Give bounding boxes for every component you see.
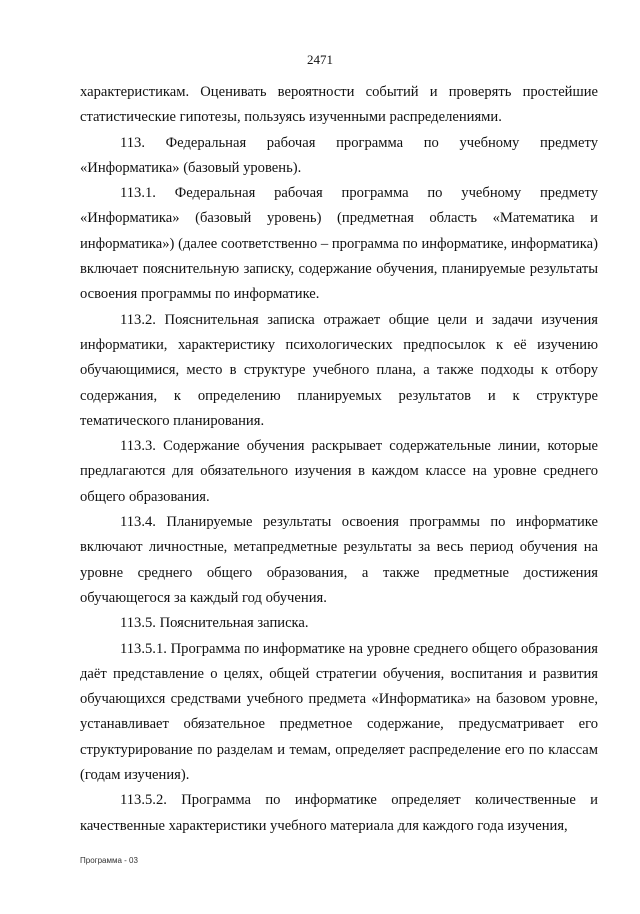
paragraph-113-4: 113.4. Планируемые результаты освоения программы по информатике включают личностные, метапредметные результаты за весь период обучения на уровне среднего общего образования, а также предметные достижения обучающегося за каждый год обучения. [80,514,598,606]
document-body [80,80,598,839]
page-number: 2471 [307,52,333,67]
paragraph-113-5: 113.5. Пояснительная записка. [120,615,309,632]
paragraph-113-3: 113.3. Содержание обучения раскрывает содержательные линии, которые предлагаются для обязательного изучения в каждом классе на уровне среднего общего образования. [80,438,598,505]
paragraph-113-5-1: 113.5.1. Программа по информатике на уровне среднего общего образования даёт представление о целях, общей стратегии обучения, воспитания и развития обучающихся средствами учебного предмета «Информатика» на базовом уровне, устанавливает обязательное предметное содержание, предусматривает его структурирование по разделам и темам, определяет распределение его по классам (годам изучения). [80,640,598,784]
paragraph-113-2: 113.2. Пояснительная записка отражает общие цели и задачи изучения информатики, характеристику психологических предпосылок к её изучению обучающимися, место в структуре учебного плана, а также подходы к отбору содержания, к определению планируемых результатов и к структуре тематического планирования. [80,311,598,429]
paragraph-continuation: характеристикам. Оценивать вероятности событий и проверять простейшие статистические гипотезы, пользуясь изученными распределениями. [80,84,598,126]
page-footer: Программа - 03 [80,856,138,865]
paragraph-113-1: 113.1. Федеральная рабочая программа по учебному предмету «Информатика» (базовый уровень) (предметная область «Математика и информатика») (далее соответственно – программа по информатике, информатика) включает пояснительную записку, содержание обучения, планируемые результаты освоения программы по информатике. [80,185,598,303]
paragraph-113: 113. Федеральная рабочая программа по учебному предмету «Информатика» (базовый уровень). [80,134,598,176]
paragraph-113-5-2: 113.5.2. Программа по информатике определяет количественные и качественные характеристики учебного материала для каждого года изучения, [80,792,598,834]
